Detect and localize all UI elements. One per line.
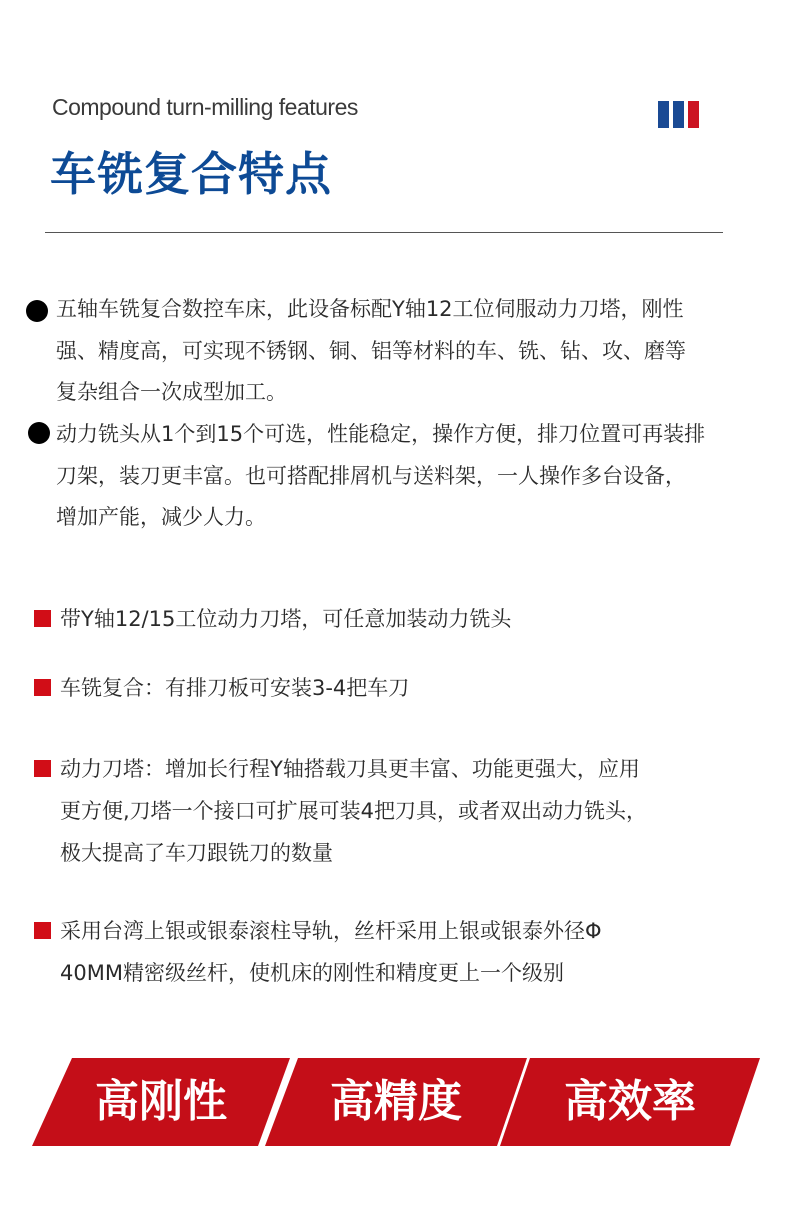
paragraph-line: 刀架，装刀更丰富。也可搭配排屑机与送料架，一人操作多台设备， bbox=[56, 463, 686, 488]
page-title: 车铣复合特点 bbox=[50, 147, 332, 201]
feature-item-3 bbox=[60, 748, 647, 874]
paragraph-1 bbox=[56, 289, 766, 414]
feature-line: 采用台湾上银或银泰滚柱导轨，丝杆采用上银或银泰外径Φ bbox=[60, 919, 602, 943]
red-square-icon bbox=[34, 679, 51, 696]
feature-item-4 bbox=[60, 910, 602, 994]
red-square-icon bbox=[34, 922, 51, 939]
feature-line: 带Y轴12/15工位动力刀塔，可任意加装动力铣头 bbox=[60, 607, 512, 631]
banner-label: 高刚性 bbox=[95, 1076, 227, 1127]
black-dot-icon bbox=[26, 300, 48, 322]
banner-label: 高精度 bbox=[330, 1076, 462, 1127]
feature-line: 40MM精密级丝杆，使机床的刚性和精度更上一个级别 bbox=[60, 961, 564, 985]
feature-line: 动力刀塔：增加长行程Y轴搭载刀具更丰富、功能更强大，应用 bbox=[60, 757, 640, 781]
red-square-icon bbox=[34, 610, 51, 627]
black-dot-icon bbox=[28, 422, 50, 444]
banner-label: 高效率 bbox=[564, 1076, 696, 1127]
feature-line: 极大提高了车刀跟铣刀的数量 bbox=[60, 841, 333, 865]
paragraph-line: 强、精度高，可实现不锈钢、铜、铝等材料的车、铣、钻、攻、磨等 bbox=[56, 338, 686, 363]
paragraph-line: 五轴车铣复合数控车床，此设备标配Y轴12工位伺服动力刀塔，刚性 bbox=[56, 297, 684, 321]
red-square-icon bbox=[34, 760, 51, 777]
paragraph-line: 增加产能，减少人力。 bbox=[56, 505, 266, 529]
feature-item-1 bbox=[60, 598, 511, 640]
subtitle-english: Compound turn-milling features bbox=[52, 94, 358, 120]
paragraph-2 bbox=[56, 414, 766, 539]
banner-high-precision bbox=[265, 1058, 527, 1146]
paragraph-line: 动力铣头从1个到15个可选，性能稳定，操作方便，排刀位置可再装排 bbox=[56, 422, 706, 446]
feature-line: 车铣复合：有排刀板可安装3-4把车刀 bbox=[60, 676, 410, 700]
flag-stripes-icon bbox=[658, 101, 699, 128]
feature-line: 更方便,刀塔一个接口可扩展可装4把刀具，或者双出动力铣头， bbox=[60, 799, 648, 823]
banner-high-rigidity bbox=[32, 1058, 290, 1146]
header-divider bbox=[45, 232, 723, 233]
banner-high-efficiency bbox=[500, 1058, 760, 1146]
feature-item-2 bbox=[60, 667, 409, 709]
paragraph-line: 复杂组合一次成型加工。 bbox=[56, 380, 287, 404]
